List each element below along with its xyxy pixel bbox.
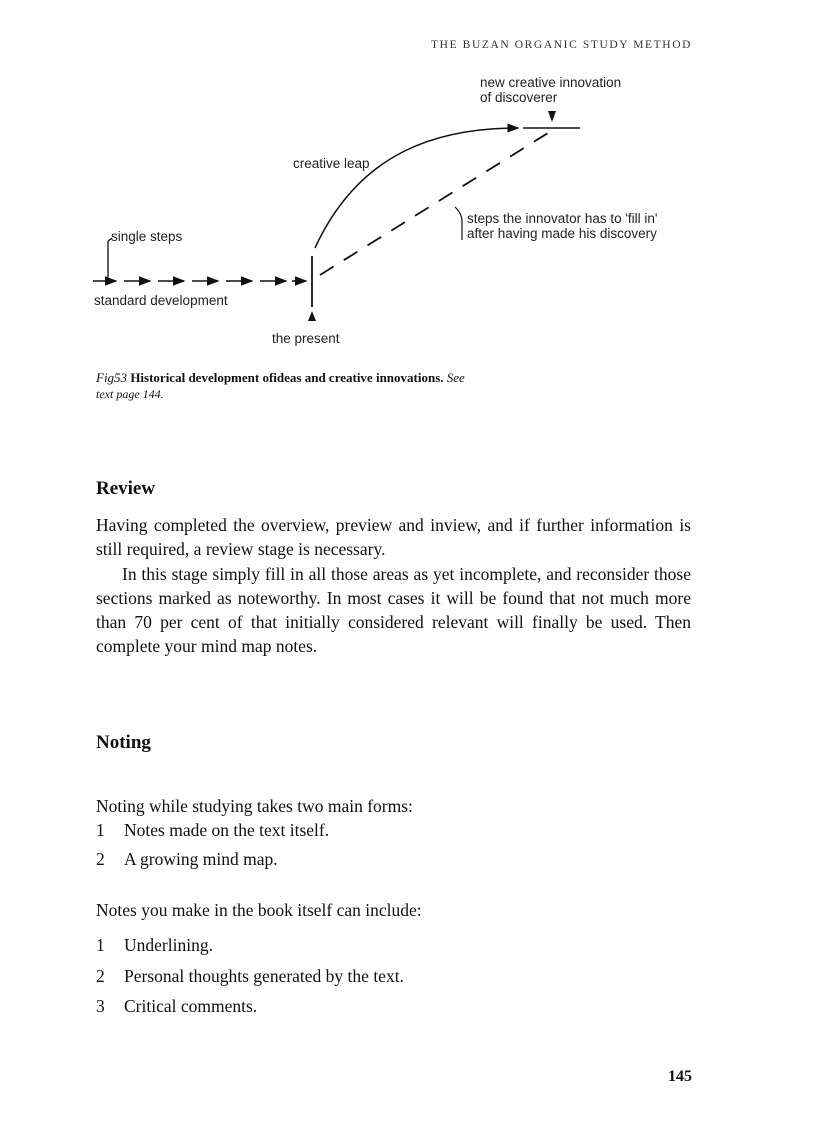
label-steps-line2: after having made his discovery bbox=[467, 226, 657, 241]
heading-review: Review bbox=[96, 478, 156, 499]
figure-title: Historical development ofideas and creative innovations. bbox=[130, 370, 444, 385]
list-item: 1 Notes made on the text itself. bbox=[96, 820, 330, 840]
figure-see: See bbox=[446, 370, 465, 385]
running-head: THE BUZAN ORGANIC STUDY METHOD bbox=[431, 39, 692, 51]
label-standard-development: standard development bbox=[94, 293, 228, 308]
label-steps-line1: steps the innovator has to 'fill in' bbox=[467, 211, 658, 226]
noting-intro: Noting while studying takes two main forms: bbox=[96, 796, 413, 816]
review-paragraph-2: In this stage simply fill in all those areas as yet incomplete, and reconsider those sections marked as noteworthy. In most cases it will be found that not much more than 70 per cent of that initially considered relevant will finally be used. Then complete your mind map notes. bbox=[96, 564, 691, 656]
list-item: 3 Critical comments. bbox=[96, 996, 258, 1016]
figure-caption bbox=[96, 369, 656, 403]
label-creative-leap: creative leap bbox=[293, 156, 370, 171]
label-new-innovation-line2: of discoverer bbox=[480, 90, 558, 105]
innovation-arrowhead bbox=[548, 111, 556, 122]
notes-intro: Notes you make in the book itself can include: bbox=[96, 900, 422, 920]
figure-number: Fig53 bbox=[96, 370, 128, 385]
steps-bracket bbox=[455, 207, 462, 240]
single-steps-pointer bbox=[108, 238, 112, 281]
fill-in-steps-line bbox=[320, 133, 548, 275]
heading-noting: Noting bbox=[96, 732, 151, 753]
notes-list bbox=[96, 933, 404, 1018]
noting-forms-list bbox=[96, 818, 329, 871]
figure-53 bbox=[0, 0, 816, 360]
label-single-steps: single steps bbox=[111, 229, 183, 244]
figure-reference: text page 144. bbox=[96, 387, 164, 401]
list-item: 1 Underlining. bbox=[96, 935, 213, 955]
label-the-present: the present bbox=[272, 331, 340, 346]
present-arrowhead bbox=[308, 311, 316, 321]
list-item: 2 Personal thoughts generated by the text. bbox=[96, 966, 404, 986]
review-paragraph-1: Having completed the overview, preview and inview, and if further information is still required, a review stage is necessary. bbox=[96, 515, 691, 559]
page-number: 145 bbox=[668, 1068, 692, 1085]
list-item: 2 A growing mind map. bbox=[96, 849, 278, 869]
label-new-innovation-line1: new creative innovation bbox=[480, 75, 622, 90]
